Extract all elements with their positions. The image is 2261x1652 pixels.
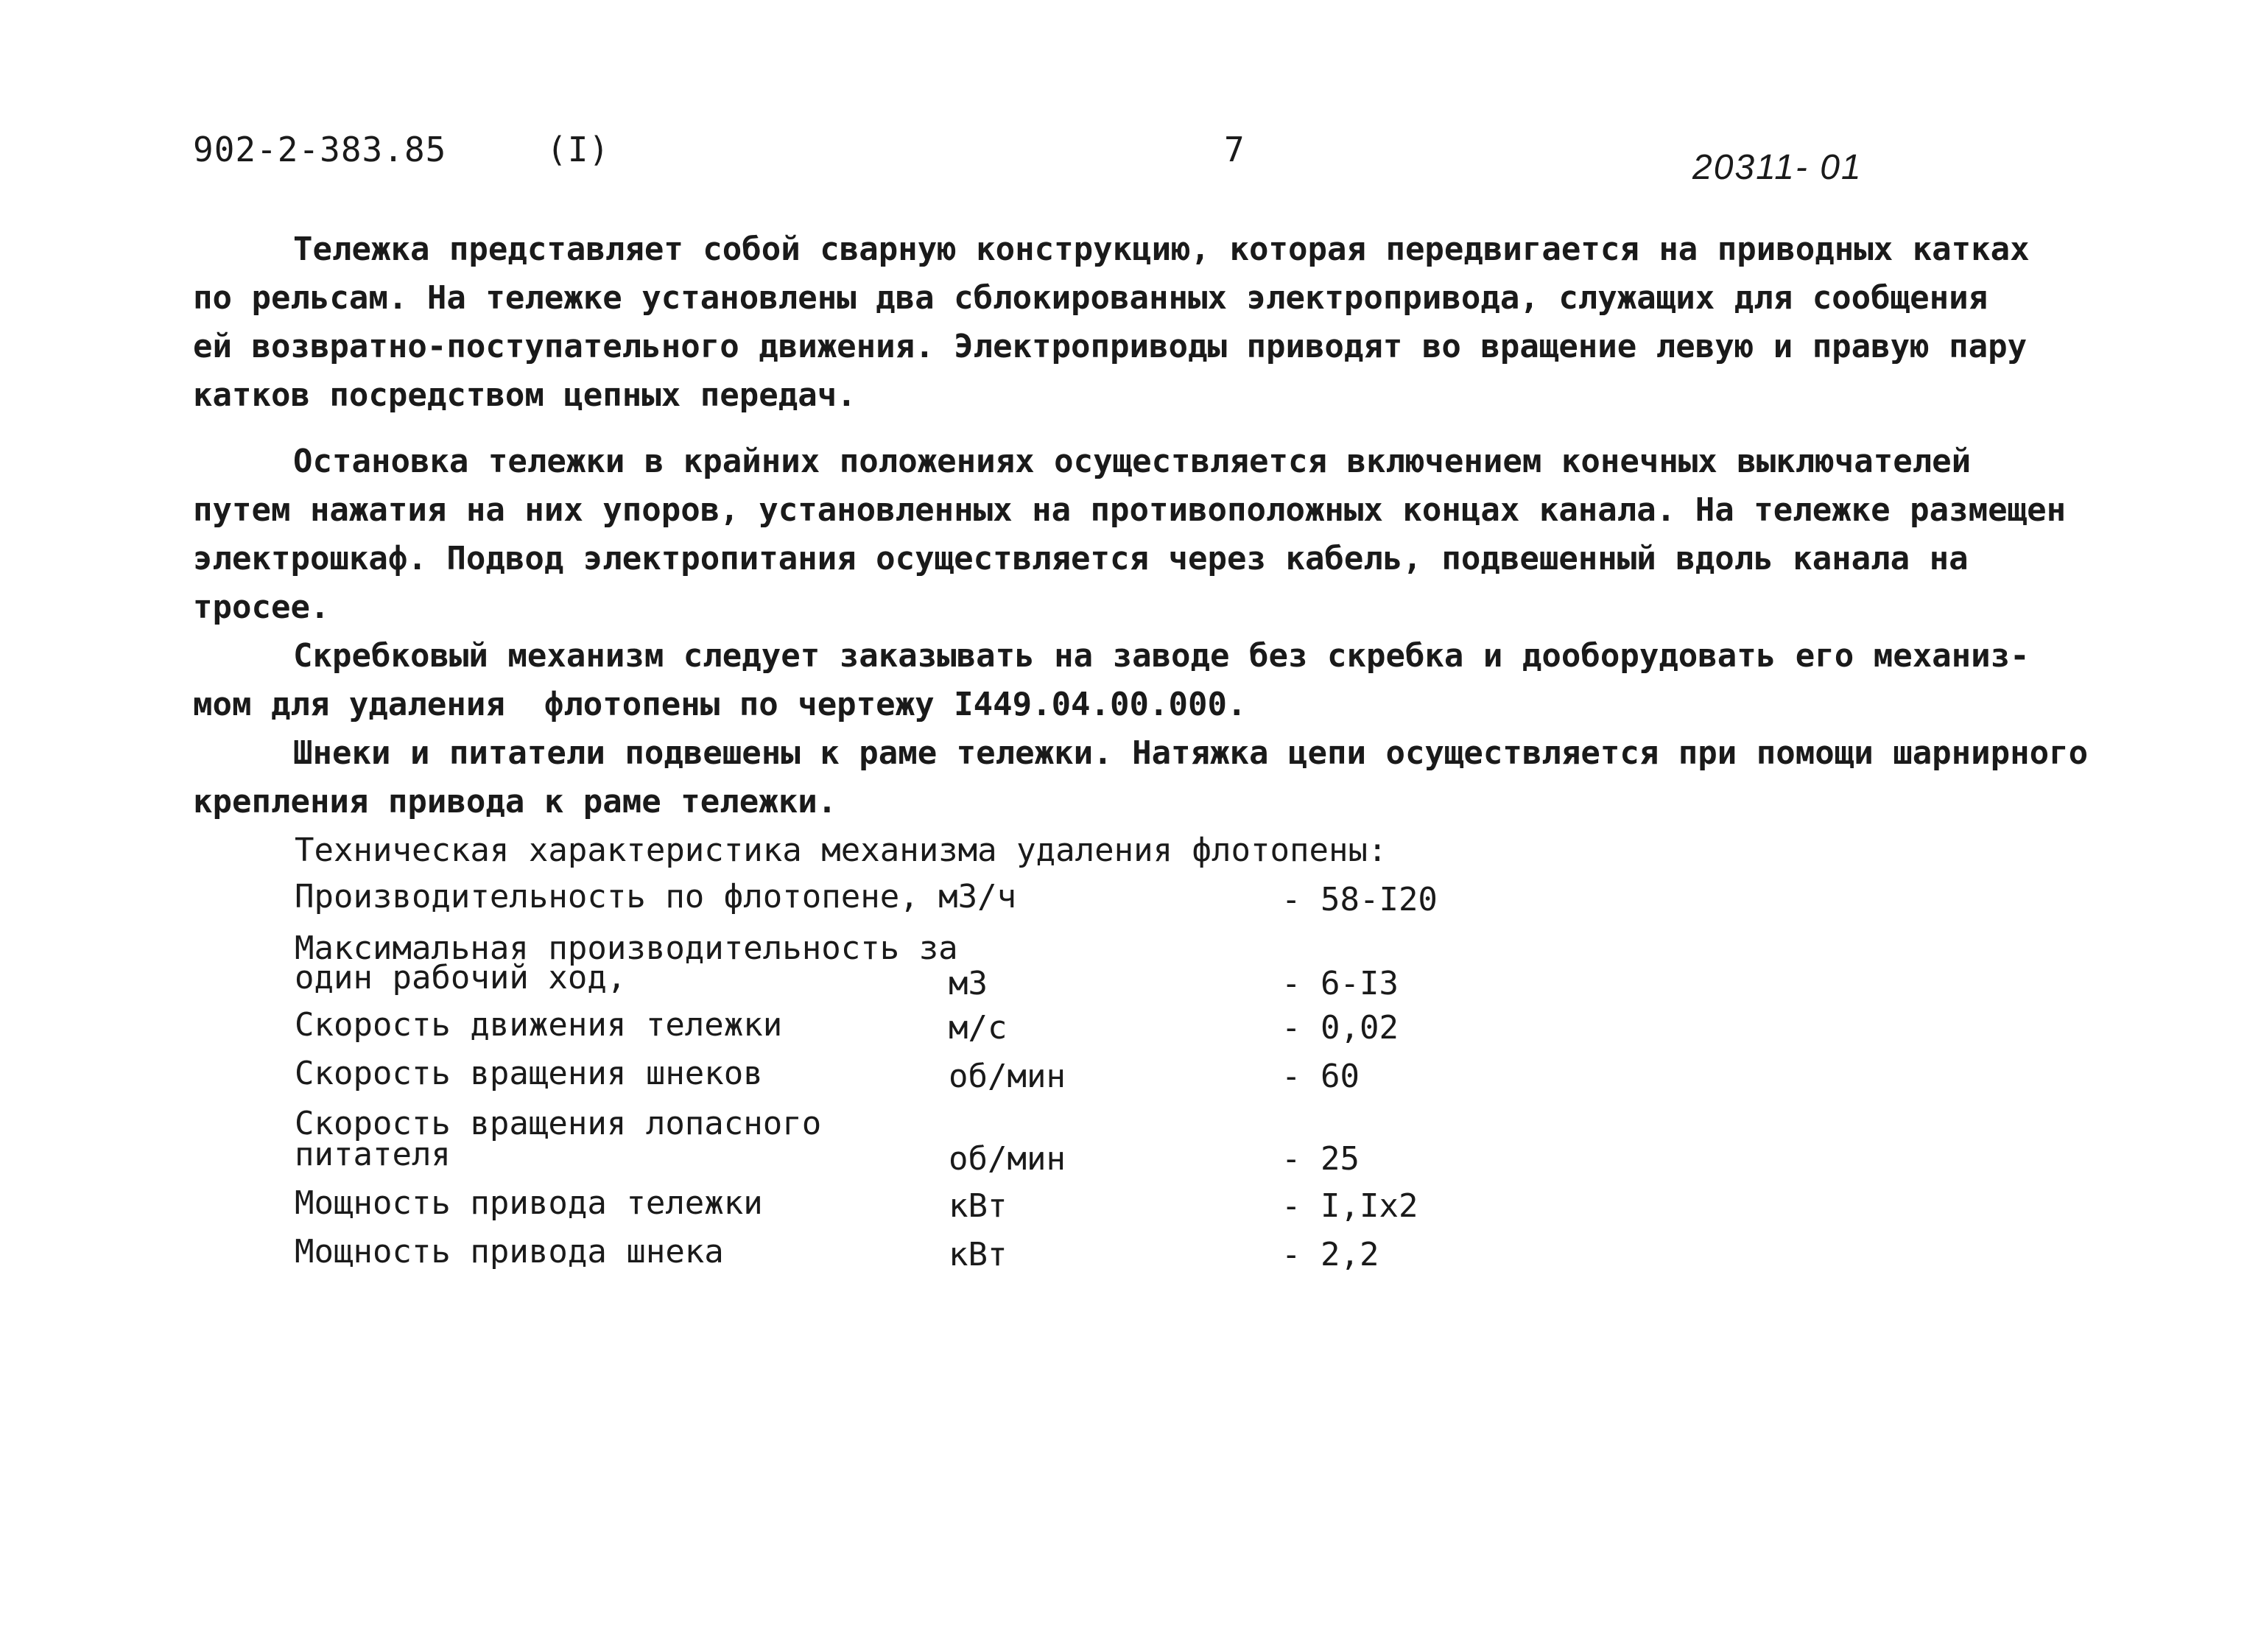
handwritten-stamp-number: 20311- 01	[1692, 148, 1863, 187]
spec-row	[295, 1233, 1768, 1424]
paragraph-line: ей возвратно-поступательного движения. Электроприводы приводят во вращение левую и правую пару	[193, 328, 2028, 365]
spec-param: Максимальная производительность за	[295, 929, 958, 967]
spec-unit: м/с	[949, 1009, 1008, 1047]
spec-value: - 58-I20	[1281, 881, 1438, 918]
paragraph-line: катков посредством цепных передач.	[193, 376, 857, 414]
paragraph-line: Шнеки и питатели подвешены к раме тележки. Натяжка цепи осуществляется при помощи шарнирного	[293, 734, 2089, 772]
spec-param: Скорость вращения лопасного	[295, 1105, 822, 1142]
spec-value: - 0,02	[1281, 1009, 1399, 1047]
spec-param: Производительность по флотопене, мЗ/ч	[295, 878, 1017, 915]
spec-value: - I,Ix2	[1281, 1187, 1418, 1225]
spec-value: - 2,2	[1281, 1236, 1379, 1273]
paragraph-line: Остановка тележки в крайних положениях осуществляется включением конечных выключателей	[293, 443, 1972, 480]
paragraph-1	[193, 225, 2137, 420]
paragraph-line: Тележка представляет собой сварную конструкцию, которая передвигается на приводных катках	[293, 231, 2030, 268]
paragraph-2	[193, 437, 2137, 632]
paragraph-4	[193, 729, 2137, 826]
paragraph-line: электрошкаф. Подвод электропитания осуществляется через кабель, подвешенный вдоль канала на	[193, 540, 1969, 577]
spec-title: Техническая характеристика механизма удаления флотопены:	[295, 832, 1388, 869]
spec-param: Мощность привода шнека	[295, 1233, 724, 1270]
spec-unit: мЗ	[949, 965, 988, 1002]
spec-unit: кВт	[949, 1187, 1008, 1225]
spec-value: - 60	[1281, 1058, 1360, 1095]
paragraph-line: Скребковый механизм следует заказывать на заводе без скребка и дооборудовать его механиз-	[293, 637, 2030, 675]
spec-param: Скорость вращения шнеков	[295, 1055, 763, 1092]
paragraph-gap	[193, 420, 2137, 437]
spec-value: - 6-I3	[1281, 965, 1399, 1002]
paragraph-line: по рельсам. На тележке установлены два сблокированных электропривода, служащих для сообщения	[193, 279, 1989, 317]
paragraph-line: путем нажатия на них упоров, установленных на противоположных концах канала. На тележке размещен	[193, 491, 2067, 529]
paragraph-line: крепления привода к раме тележки.	[193, 783, 837, 820]
paragraph-line: мом для удаления флотопены по чертежу I449.04.00.000.	[193, 686, 1247, 723]
spec-value: - 25	[1281, 1140, 1360, 1178]
page-number: 7	[1224, 130, 1245, 169]
paragraph-3	[193, 632, 2137, 729]
body-text	[193, 225, 2137, 826]
spec-unit: об/мин	[949, 1140, 1066, 1178]
paragraph-line: тросее.	[193, 588, 330, 626]
spec-unit: об/мин	[949, 1058, 1066, 1095]
spec-param: Мощность привода тележки	[295, 1184, 763, 1222]
document-code: 902-2-383.85	[193, 130, 447, 169]
sheet-reference: (I)	[546, 130, 611, 169]
spec-param: питателя	[295, 1136, 451, 1173]
spec-param: один рабочий ход,	[295, 959, 627, 997]
spec-param: Скорость движения тележки	[295, 1006, 783, 1044]
spec-unit: кВт	[949, 1236, 1008, 1273]
